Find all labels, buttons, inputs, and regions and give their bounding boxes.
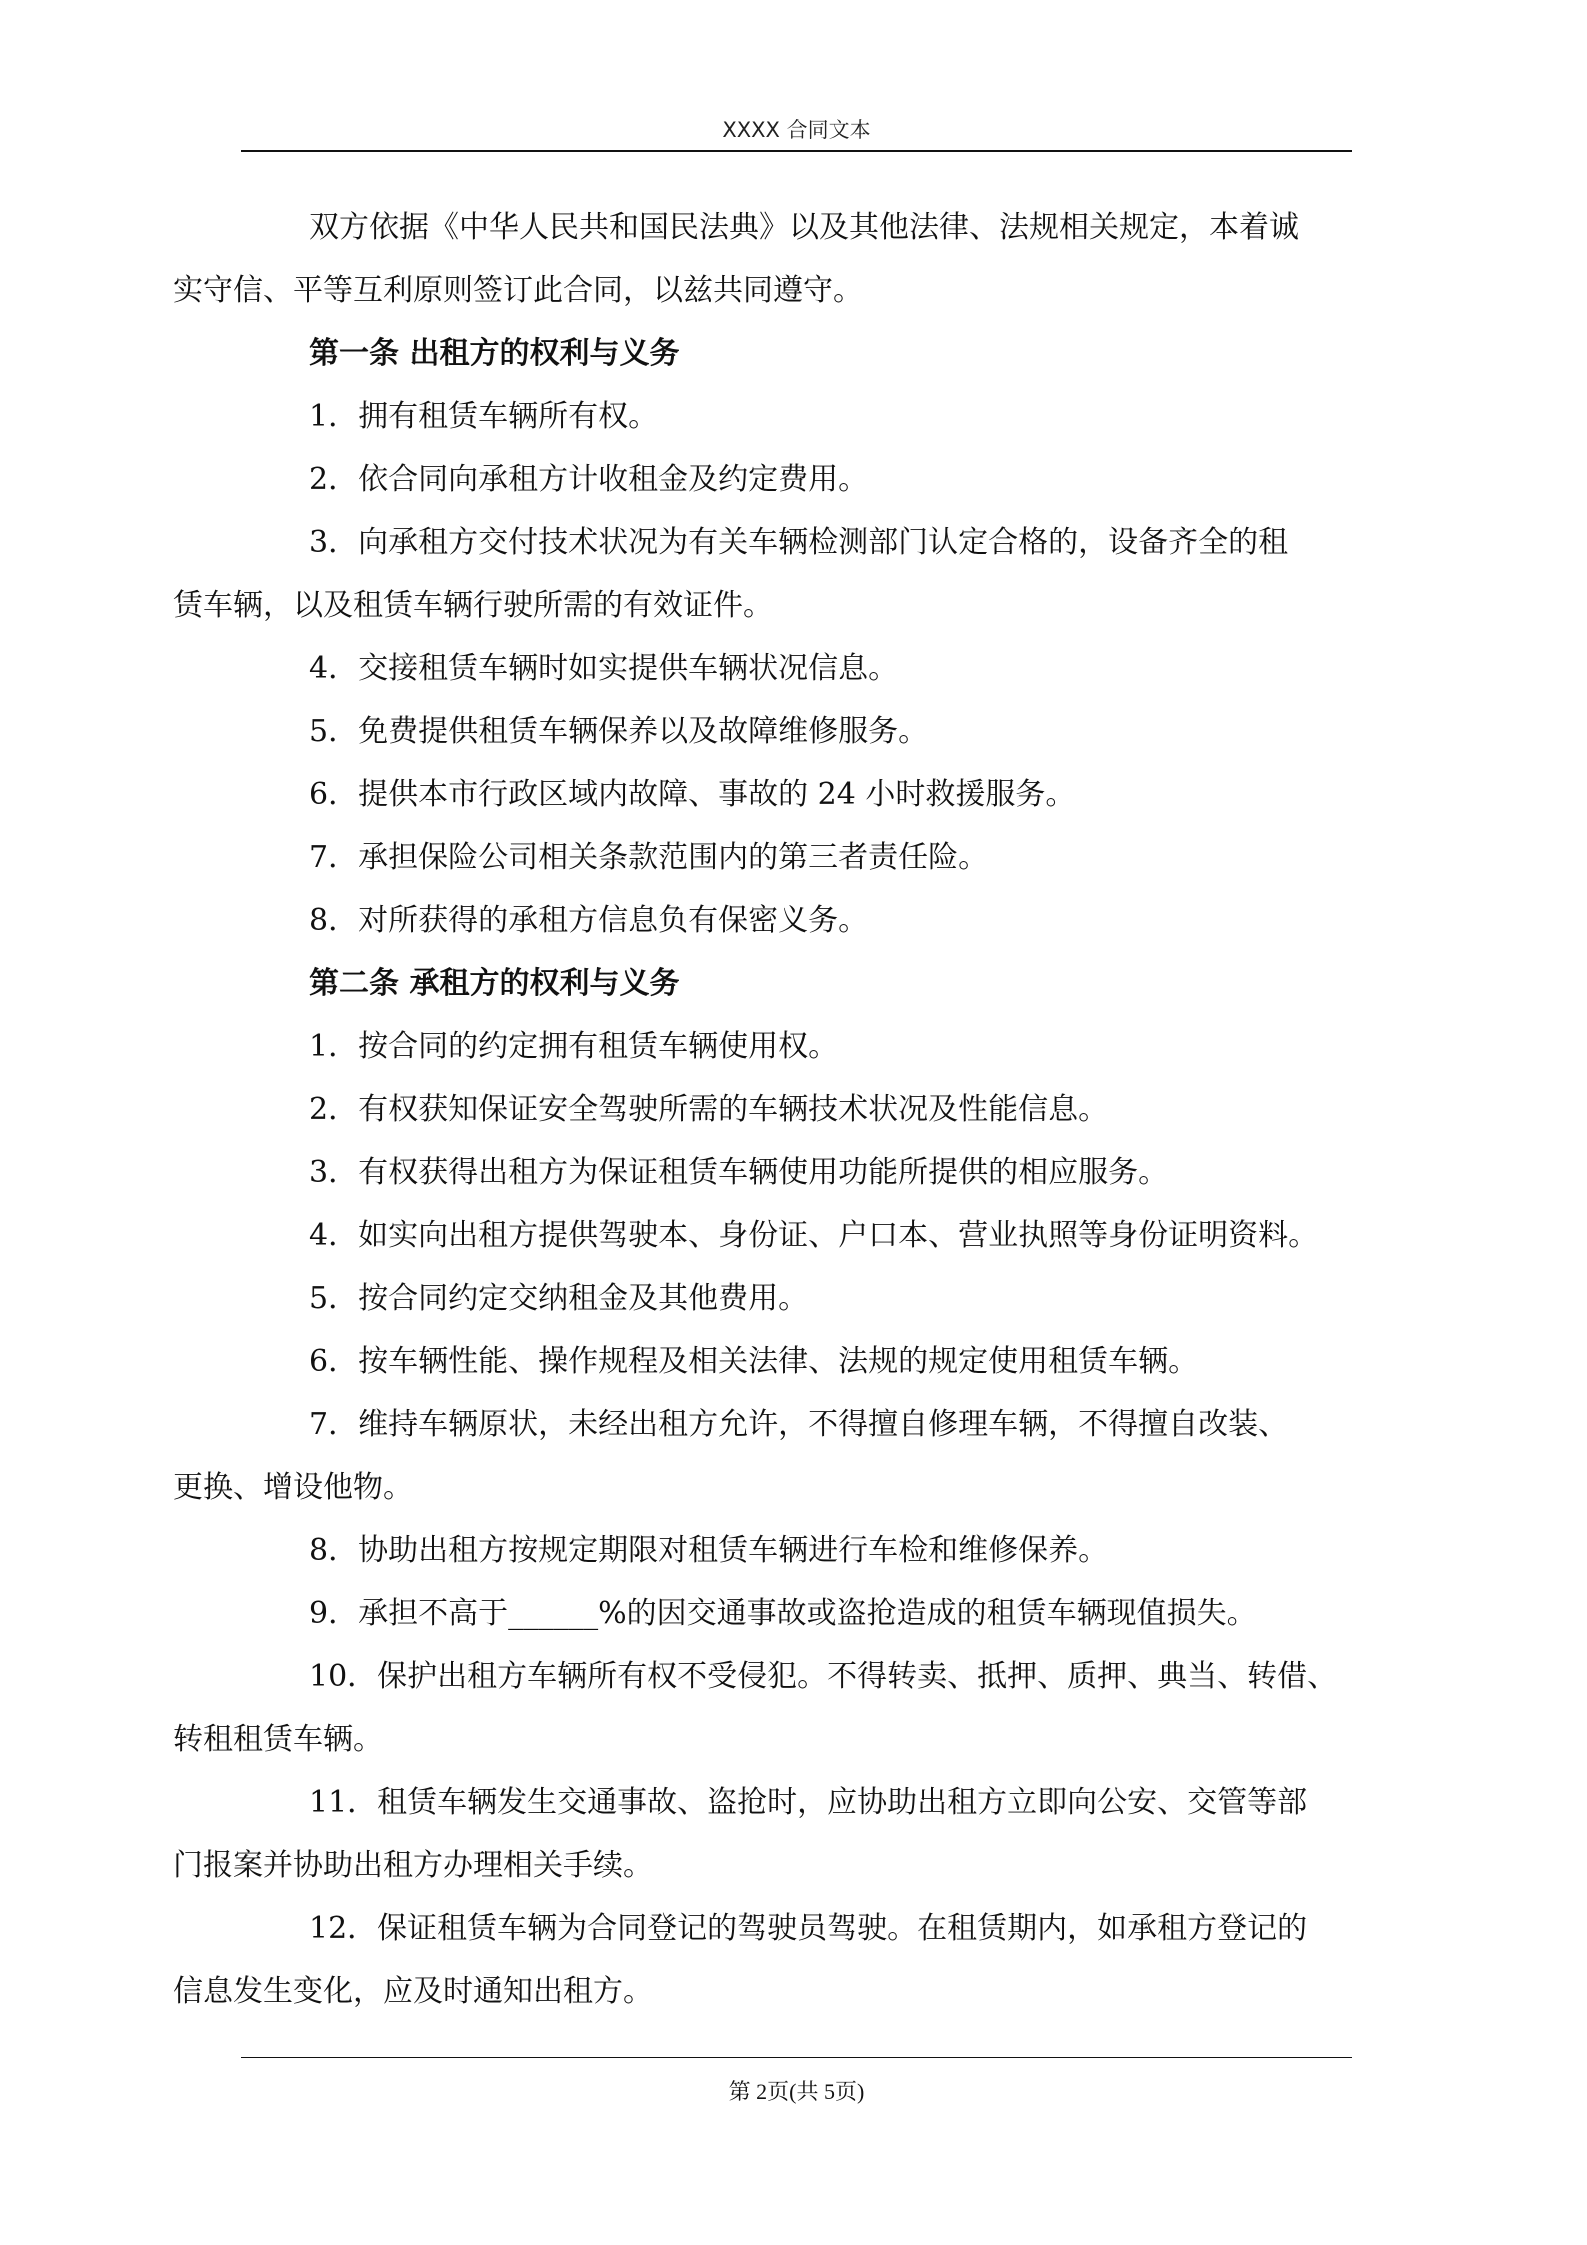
text-line: 6．提供本市行政区域内故障、事故的 24 小时救援服务。 xyxy=(309,777,1076,812)
footer-divider xyxy=(241,2057,1352,2058)
clause-item xyxy=(173,1393,1352,1519)
text-line: 10．保护出租方车辆所有权不受侵犯。不得转卖、抵押、质押、典当、转借、 xyxy=(309,1659,1338,1694)
clause-item xyxy=(241,1204,1352,1267)
text-line: 信息发生变化，应及时通知出租方。 xyxy=(173,1974,653,2009)
document-body xyxy=(173,196,1352,2023)
text-line: 转租租赁车辆。 xyxy=(173,1722,383,1757)
text-line: 7．维持车辆原状，未经出租方允许，不得擅自修理车辆，不得擅自改装、 xyxy=(309,1407,1289,1442)
clause-item xyxy=(241,448,1352,511)
text-line: 第二条 承租方的权利与义务 xyxy=(309,966,680,1001)
text-line: 赁车辆，以及租赁车辆行驶所需的有效证件。 xyxy=(173,588,773,623)
clause-item xyxy=(173,1645,1352,1771)
clause-item xyxy=(241,826,1352,889)
text-line: 8．对所获得的承租方信息负有保密义务。 xyxy=(309,903,869,938)
text-line: 3．向承租方交付技术状况为有关车辆检测部门认定合格的，设备齐全的租 xyxy=(309,525,1289,560)
text-line: 2．依合同向承租方计收租金及约定费用。 xyxy=(309,462,869,497)
text-line: 更换、增设他物。 xyxy=(173,1470,413,1505)
text-line: 11．租赁车辆发生交通事故、盗抢时，应协助出租方立即向公安、交管等部 xyxy=(309,1785,1308,1820)
clause-item xyxy=(241,637,1352,700)
clause-item xyxy=(241,1015,1352,1078)
clause-item xyxy=(241,763,1352,826)
text-line: 实守信、平等互利原则签订此合同，以兹共同遵守。 xyxy=(173,273,863,308)
text-line: 5．按合同约定交纳租金及其他费用。 xyxy=(309,1281,809,1316)
clause-item xyxy=(173,1771,1352,1897)
text-line: 9．承担不高于______%的因交通事故或盗抢造成的租赁车辆现值损失。 xyxy=(309,1596,1257,1631)
text-line: 8．协助出租方按规定期限对租赁车辆进行车检和维修保养。 xyxy=(309,1533,1109,1568)
clause-item xyxy=(241,1267,1352,1330)
text-line: 4．如实向出租方提供驾驶本、身份证、户口本、营业执照等身份证明资料。 xyxy=(309,1218,1319,1253)
text-line: 第一条 出租方的权利与义务 xyxy=(309,336,680,371)
header-divider xyxy=(241,150,1352,152)
text-line: 4．交接租赁车辆时如实提供车辆状况信息。 xyxy=(309,651,899,686)
clause-item xyxy=(241,1078,1352,1141)
clause-item xyxy=(241,385,1352,448)
text-line: 1．拥有租赁车辆所有权。 xyxy=(309,399,659,434)
page-header: XXXX 合同文本 xyxy=(722,118,871,142)
clause-item xyxy=(173,1897,1352,2023)
section-heading xyxy=(241,322,1352,385)
text-line: 1．按合同的约定拥有租赁车辆使用权。 xyxy=(309,1029,839,1064)
clause-item xyxy=(241,1519,1352,1582)
section-heading xyxy=(241,952,1352,1015)
text-line: 门报案并协助出租方办理相关手续。 xyxy=(173,1848,653,1883)
clause-item xyxy=(241,1330,1352,1393)
clause-item xyxy=(173,511,1352,637)
text-line: 5．免费提供租赁车辆保养以及故障维修服务。 xyxy=(309,714,929,749)
clause-item xyxy=(241,889,1352,952)
text-line: 7．承担保险公司相关条款范围内的第三者责任险。 xyxy=(309,840,989,875)
text-line: 6．按车辆性能、操作规程及相关法律、法规的规定使用租赁车辆。 xyxy=(309,1344,1199,1379)
text-line: 3．有权获得出租方为保证租赁车辆使用功能所提供的相应服务。 xyxy=(309,1155,1169,1190)
clause-item xyxy=(241,1141,1352,1204)
clause-item xyxy=(241,1582,1352,1645)
text-line: 12．保证租赁车辆为合同登记的驾驶员驾驶。在租赁期内，如承租方登记的 xyxy=(309,1911,1308,1946)
page-number: 第 2页(共 5页) xyxy=(728,2079,865,2104)
text-line: 双方依据《中华人民共和国民法典》以及其他法律、法规相关规定，本着诚 xyxy=(309,210,1299,245)
clause-item xyxy=(241,700,1352,763)
text-line: 2．有权获知保证安全驾驶所需的车辆技术状况及性能信息。 xyxy=(309,1092,1109,1127)
intro-paragraph xyxy=(173,196,1352,322)
